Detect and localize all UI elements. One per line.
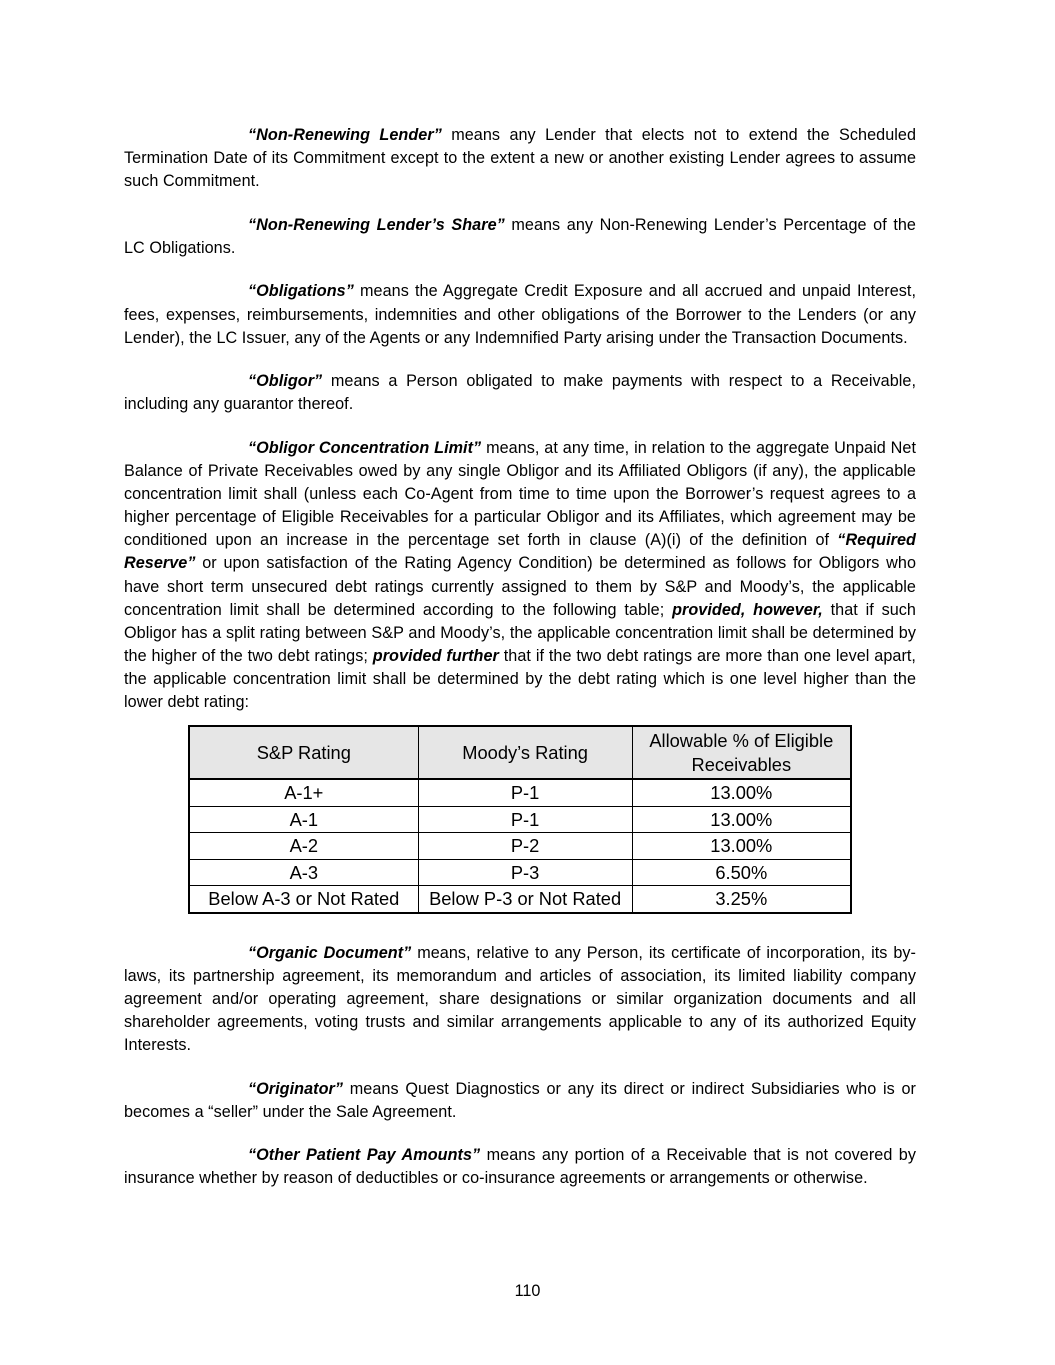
definition-obligor-concentration-limit <box>124 437 916 714</box>
definition-text: that if the two debt ratings are more than one level apart, the applicable concentration limit shall be determined by the debt rating which is one level higher than the lower debt rating: <box>124 646 916 711</box>
page-content <box>124 124 916 1211</box>
table-row <box>189 886 851 913</box>
header-allowable-percent: Allowable % of Eligible Receivables <box>632 726 851 779</box>
cell-moodys-rating: P-1 <box>418 806 632 833</box>
cell-sp-rating: A-2 <box>189 833 418 860</box>
concentration-limit-table <box>188 725 852 914</box>
definition-text: means, relative to any Person, its certificate of incorporation, its by-laws, its partnership agreement, its memorandum and articles of association, its limited liability company agreement and/or operating agreement, share designations or similar organization documents and all shareholder agreements, voting trusts and similar arrangements applicable to any of its authorized Equity Interests. <box>124 943 916 1054</box>
defined-term: “Obligations” <box>248 282 354 301</box>
defined-term: “Originator” <box>248 1079 344 1098</box>
cell-moodys-rating: Below P-3 or Not Rated <box>418 886 632 913</box>
cell-allowable-percent: 13.00% <box>632 779 851 806</box>
defined-term: “Other Patient Pay Amounts” <box>248 1146 481 1165</box>
page-number: 110 <box>514 1282 541 1300</box>
definition-other-patient-pay-amounts <box>124 1144 916 1190</box>
definition-text: or upon satisfaction of the Rating Agency Condition) be determined as follows for Obligors who have short term unsecured debt ratings currently assigned to them by S&P and Moody’s, the applicable concentration limit shall be determined according to the following table; <box>124 554 916 619</box>
cell-moodys-rating: P-1 <box>418 779 632 806</box>
defined-term: “Non-Renewing Lender’s Share” <box>248 215 505 234</box>
cell-allowable-percent: 3.25% <box>632 886 851 913</box>
cell-sp-rating: Below A-3 or Not Rated <box>189 886 418 913</box>
definition-obligations <box>124 280 916 349</box>
cell-allowable-percent: 13.00% <box>632 833 851 860</box>
cell-sp-rating: A-3 <box>189 859 418 886</box>
cell-sp-rating: A-1+ <box>189 779 418 806</box>
definition-obligor <box>124 370 916 416</box>
table-row <box>189 806 851 833</box>
proviso-phrase: provided, however, <box>672 600 823 619</box>
definition-organic-document <box>124 942 916 1057</box>
cell-moodys-rating: P-3 <box>418 859 632 886</box>
table-row <box>189 833 851 860</box>
definition-text: means Quest Diagnostics or any its direct or indirect Subsidiaries who is or becomes a “seller” under the Sale Agreement. <box>124 1079 916 1121</box>
defined-term: “Obligor Concentration Limit” <box>248 438 482 457</box>
definition-text: means, at any time, in relation to the aggregate Unpaid Net Balance of Private Receivables owed by any single Obligor and its Affiliated Obligors (if any), the applicable concentration limit shall (unless each Co-Agent from time to time upon the Borrower’s request agrees to a higher percentage of Eligible Receivables for a particular Obligor and its Affiliates, which agreement may be conditioned upon an increase in the percentage set forth in clause (A)(i) of the definition of <box>124 438 916 550</box>
table-header-row <box>189 726 851 779</box>
defined-term: “Organic Document” <box>248 943 412 962</box>
defined-term: “Non-Renewing Lender” <box>248 126 442 144</box>
cell-moodys-rating: P-2 <box>418 833 632 860</box>
header-sp-rating: S&P Rating <box>189 726 418 779</box>
definition-text: means any Non-Renewing Lender’s Percentage of the LC Obligations. <box>124 215 916 257</box>
proviso-phrase: provided further <box>372 646 499 665</box>
cell-sp-rating: A-1 <box>189 806 418 833</box>
cell-allowable-percent: 13.00% <box>632 806 851 833</box>
cross-reference-term: “Required Reserve” <box>124 531 916 573</box>
definition-text: means any portion of a Receivable that is not covered by insurance whether by reason of deductibles or co-insurance agreements or arrangements or otherwise. <box>124 1146 917 1188</box>
definition-non-renewing-lenders-share <box>124 214 916 260</box>
table-row <box>189 779 851 806</box>
definition-originator <box>124 1078 916 1124</box>
defined-term: “Obligor” <box>248 372 323 391</box>
header-moodys-rating: Moody’s Rating <box>418 726 632 779</box>
definition-text: means a Person obligated to make payments with respect to a Receivable, including any guarantor thereof. <box>124 372 916 414</box>
definition-text: means the Aggregate Credit Exposure and all accrued and unpaid Interest, fees, expenses, reimbursements, indemnities and other obligations of the Borrower to the Lenders (or any Lender), the LC Issuer, any of the Agents or any Indemnified Party arising under the Transaction Documents. <box>124 282 916 347</box>
definition-text: means any Lender that elects not to extend the Scheduled Termination Date of its Commitment except to the extent a new or another existing Lender agrees to assume such Commitment. <box>124 126 916 191</box>
definition-non-renewing-lender <box>124 124 916 193</box>
definition-text: that if such Obligor has a split rating between S&P and Moody’s, the applicable concentration limit shall be determined by the higher of the two debt ratings; <box>124 600 916 665</box>
cell-allowable-percent: 6.50% <box>632 859 851 886</box>
table-row <box>189 859 851 886</box>
